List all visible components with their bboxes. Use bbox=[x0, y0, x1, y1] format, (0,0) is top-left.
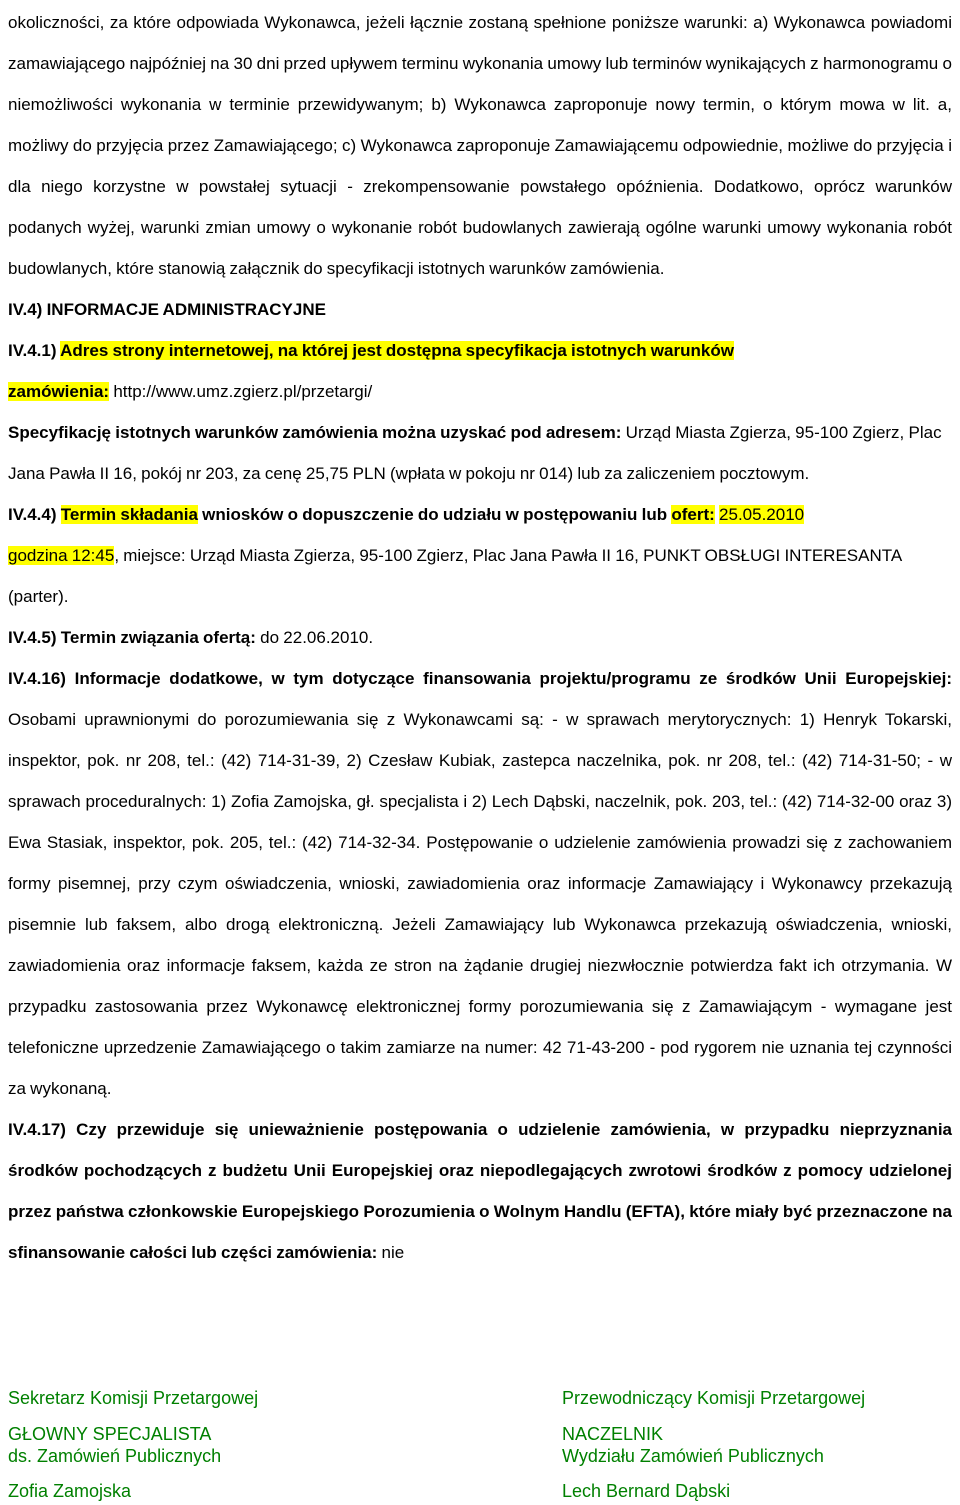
deadline-date: 25.05.2010 bbox=[719, 505, 805, 524]
highlighted-label: zamówienia: bbox=[8, 382, 110, 401]
section-number: IV.4.1) bbox=[8, 341, 57, 360]
signature-right-title: NACZELNIK bbox=[562, 1424, 664, 1444]
deadline-place: , miejsce: Urząd Miasta Zgierza, 95-100 Zgierz, Plac Jana Pawła II 16, PUNKT OBSŁUGI INTERESANTA (parter). bbox=[8, 546, 902, 606]
deadline-time: godzina 12:45 bbox=[8, 546, 115, 565]
spec-text: Urząd Miasta Zgierza, 95-100 Zgierz, Plac Jana Pawła II 16, pokój nr 203, za cenę 25,75 PLN (wpłata w pokoju nr 014) lub za zaliczeniem pocztowym. bbox=[8, 423, 942, 483]
additional-info-label: IV.4.16) Informacje dodatkowe, w tym dotyczące finansowania projektu/programu ze środków Unii Europejskiej: bbox=[8, 669, 952, 688]
signature-left-title: GŁOWNY SPECJALISTA bbox=[8, 1424, 212, 1444]
signature-right-name: Lech Bernard Dąbski bbox=[562, 1481, 731, 1501]
intro-paragraph: okoliczności, za które odpowiada Wykonawca, jeżeli łącznie zostaną spełnione poniższe warunki: a) Wykonawca powiadomi zamawiającego najpóźniej na 30 dni przed upływem terminu wykonania umowy lub terminów wynikających z harmonogramu o niemożliwości wykonania w terminie przewidywanym; b) Wykonawca zaproponuje nowy termin, o którym mowa w lit. a, możliwy do przyjęcia przez Zamawiającego; c) Wykonawca zaproponuje Zamawiającemu odpowiednie, możliwe do przyjęcia i dla niego korzystne w powstałej sytuacji - zrekompensowanie powstałego opóźnienia. Dodatkowo, oprócz warunków podanych wyżej, warunki zmian umowy o wykonanie robót budowlanych zawierają ogólne warunki umowy wykonania robót budowlanych, które stanowią załącznik do specyfikacji istotnych warunków zamówienia. bbox=[8, 13, 952, 278]
deadline-label: wniosków o dopuszczenie do udziału w postępowaniu lub bbox=[202, 505, 668, 524]
section-iv45 bbox=[8, 617, 952, 658]
spec-availability-paragraph bbox=[8, 412, 952, 494]
section-iv417 bbox=[8, 1109, 952, 1273]
highlighted-label: ofert: bbox=[671, 505, 715, 524]
highlighted-label: Termin składania bbox=[60, 505, 198, 524]
binding-date: do 22.06.2010. bbox=[260, 628, 374, 647]
highlighted-label: Adres strony internetowej, na której jest dostępna specyfikacja istotnych warunków bbox=[60, 341, 734, 360]
spec-label: Specyfikację istotnych warunków zamówienia można uzyskać pod adresem: bbox=[8, 423, 622, 442]
signature-right-role: Przewodniczący Komisji Przetargowej bbox=[562, 1388, 866, 1408]
binding-label: IV.4.5) Termin związania ofertą: bbox=[8, 628, 256, 647]
section-iv44 bbox=[8, 494, 952, 617]
signature-right-department: Wydziału Zamówień Publicznych bbox=[562, 1446, 824, 1466]
signature-left-role: Sekretarz Komisji Przetargowej bbox=[8, 1388, 259, 1408]
signature-left-department: ds. Zamówień Publicznych bbox=[8, 1446, 222, 1466]
annulment-label: IV.4.17) Czy przewiduje się unieważnienie postępowania o udzielenie zamówienia, w przypadku nieprzyznania środków pochodzących z budżetu Unii Europejskiej oraz niepodlegających zwrotowi środków z pomocy udzielonej przez państwa członkowskie Europejskiego Porozumienia o Wolnym Handlu (EFTA), które miały być przeznaczone na sfinansowanie całości lub części zamówienia: bbox=[8, 1120, 952, 1262]
section-number: IV.4.4) bbox=[8, 505, 57, 524]
annulment-answer: nie bbox=[381, 1243, 405, 1262]
signature-left-name: Zofia Zamojska bbox=[8, 1481, 132, 1501]
spec-url: http://www.umz.zgierz.pl/przetargi/ bbox=[113, 382, 373, 401]
additional-info-text: Osobami uprawnionymi do porozumiewania się z Wykonawcami są: - w sprawach merytorycznych: 1) Henryk Tokarski, inspektor, pok. nr 208, tel.: (42) 714-31-39, 2) Czesław Kubiak, zastepca naczelnika, pok. nr 208, tel.: (42) 714-31-50; - w sprawach proceduralnych: 1) Zofia Zamojska, gł. specjalista i 2) Lech Dąbski, naczelnik, pok. 203, tel.: (42) 714-32-00 oraz 3) Ewa Stasiak, inspektor, pok. 205, tel.: (42) 714-32-34. Postępowanie o udzielenie zamówienia prowadzi się z zachowaniem formy pisemnej, przy czym oświadczenia, wnioski, zawiadomienia oraz informacje Zamawiający i Wykonawcy przekazują pisemnie lub faksem, albo drogą elektroniczną. Jeżeli Zamawiający lub Wykonawca przekazują oświadczenia, wnioski, zawiadomienia oraz informacje faksem, każda ze stron na żądanie drugiej niezwłocznie potwierdza fakt ich otrzymania. W przypadku zastosowania przez Wykonawcę elektronicznej formy porozumiewania się z Zamawiającym - wymagane jest telefoniczne uprzedzenie Zamawiającego o takim zamiarze na numer: 42 71-43-200 - pod rygorem nie uznania tej czynności za wykonaną. bbox=[8, 710, 952, 1098]
section-iv416 bbox=[8, 658, 952, 1109]
section-iv41 bbox=[8, 330, 952, 412]
section-heading-iv4: IV.4) INFORMACJE ADMINISTRACYJNE bbox=[8, 300, 326, 319]
